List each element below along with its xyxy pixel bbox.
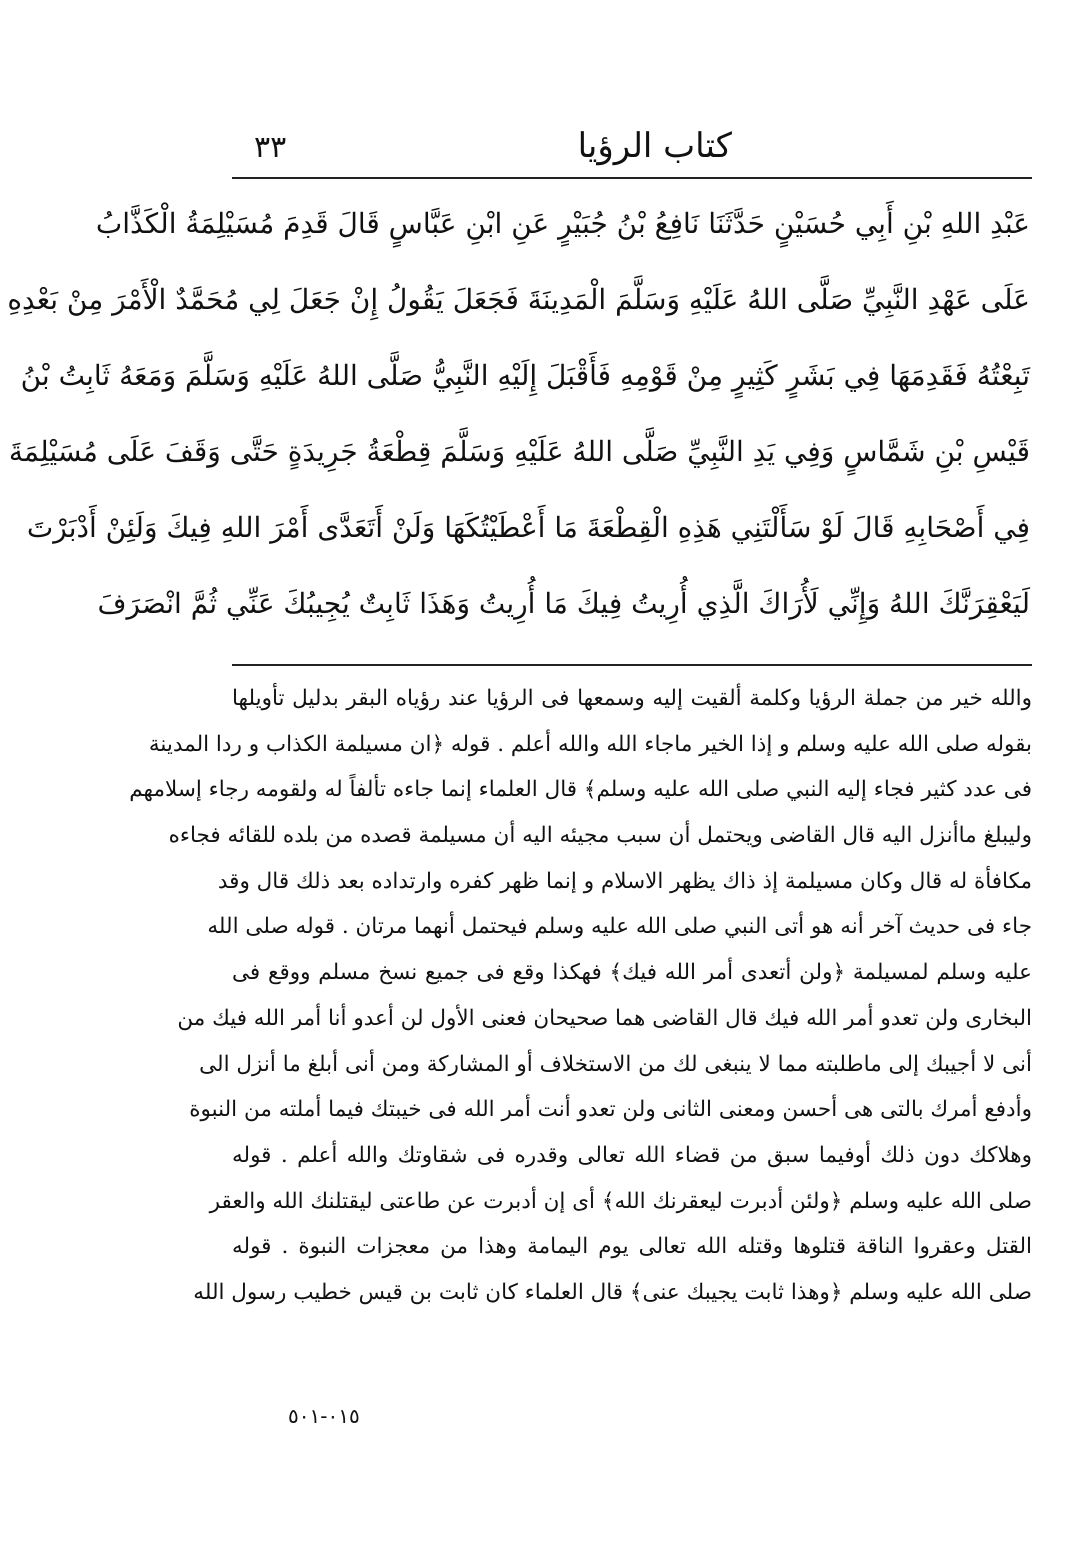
commentary-line: البخارى ولن تعدو أمر الله فيك قال القاضى هما صحيحان فعنى الأول لن أعدو أنا أمر الله فيك من	[177, 1005, 1032, 1031]
hadith-text	[7, 186, 1030, 642]
commentary-line: وأدفع أمرك بالتى هى أحسن ومعنى الثانى ولن تعدو أنت أمر الله فى خيبتك فيما أملته من النبوة	[189, 1097, 1032, 1123]
hadith-line: قَيْسِ بْنِ شَمَّاسٍ وَفِي يَدِ النَّبِيِّ صَلَّى اللهُ عَلَيْهِ وَسَلَّمَ قِطْعَةُ جَرِيدَةٍ حَتَّى وَقَفَ عَلَى مُسَيْلِمَةَ	[8, 435, 1030, 468]
hadith-line: عَلَى عَهْدِ النَّبِيِّ صَلَّى اللهُ عَلَيْهِ وَسَلَّمَ الْمَدِينَةَ فَجَعَلَ يَقُولُ إِنْ جَعَلَ لِي مُحَمَّدٌ الْأَمْرَ مِنْ بَعْدِهِ	[7, 283, 1030, 316]
commentary-line: صلى الله عليه وسلم ﴿ولئن أدبرت ليعقرنك الله﴾ أى إن أدبرت عن طاعتى ليقتلنك الله والعقر	[209, 1188, 1032, 1214]
commentary-line: عليه وسلم لمسيلمة ﴿ولن أتعدى أمر الله فيك﴾ فهكذا وقع فى جميع نسخ مسلم ووقع فى	[232, 960, 1032, 986]
footer-code: ٠١٥-٥٠١	[288, 1404, 360, 1428]
commentary-line: بقوله صلى الله عليه وسلم و إذا الخير ماجاء الله والله أعلم . قوله ﴿ان مسيلمة الكذاب و ردا المدينة	[148, 731, 1032, 757]
header-divider	[232, 177, 1032, 179]
page-title: كتاب الرؤيا	[577, 126, 732, 166]
commentary-text	[129, 676, 1032, 1316]
commentary-line: جاء فى حديث آخر أنه هو أتى النبي صلى الله عليه وسلم فيحتمل أنهما مرتان . قوله صلى الله	[207, 914, 1032, 940]
page-number: ٣٣	[254, 130, 287, 165]
page-header	[232, 118, 1032, 178]
hadith-line: تَبِعْتُهُ فَقَدِمَهَا فِي بَشَرٍ كَثِيرٍ مِنْ قَوْمِهِ فَأَقْبَلَ إِلَيْهِ النَّبِيُّ صَلَّى اللهُ عَلَيْهِ وَسَلَّمَ وَمَعَهُ ثَابِتُ بْنُ	[20, 359, 1030, 392]
commentary-line: أنى لا أجيبك إلى ماطلبته مما لا ينبغى لك من الاستخلاف أو المشاركة ومن أنى أبلغ ما أنزل الى	[199, 1051, 1032, 1077]
commentary-line: القتل وعقروا الناقة قتلوها وقتله الله تعالى يوم اليمامة وهذا من معجزات النبوة . قوله	[232, 1234, 1032, 1260]
section-divider	[232, 664, 1032, 666]
commentary-line: صلى الله عليه وسلم ﴿وهذا ثابت يجيبك عنى﴾ قال العلماء كان ثابت بن قيس خطيب رسول الله	[193, 1279, 1032, 1305]
commentary-line: فى عدد كثير فجاء إليه النبي صلى الله عليه وسلم﴾ قال العلماء إنما جاءه تألفاً له ولقومه رجاء إسلامهم	[129, 777, 1032, 803]
commentary-line: مكافأة له قال وكان مسيلمة إذ ذاك يظهر الاسلام و إنما ظهر كفره وارتداده بعد ذلك قال وقد	[217, 868, 1032, 894]
commentary-line: وهلاكك دون ذلك أوفيما سبق من قضاء الله تعالى وقدره فى شقاوتك والله أعلم . قوله	[232, 1142, 1032, 1168]
hadith-line: فِي أَصْحَابِهِ قَالَ لَوْ سَأَلْتَنِي هَذِهِ الْقِطْعَةَ مَا أَعْطَيْتُكَهَا وَلَنْ أَتَعَدَّى أَمْرَ اللهِ فِيكَ وَلَئِنْ أَدْبَرْتَ	[26, 511, 1030, 544]
commentary-line: والله خير من جملة الرؤيا وكلمة ألقيت إليه وسمعها فى الرؤيا عند رؤياه البقر بدليل تأويلها	[232, 686, 1032, 711]
hadith-line: لَيَعْقِرَنَّكَ اللهُ وَإِنِّي لَأُرَاكَ الَّذِي أُرِيتُ فِيكَ مَا أُرِيتُ وَهَذَا ثَابِتٌ يُجِيبُكَ عَنِّي ثُمَّ انْصَرَفَ	[97, 587, 1030, 620]
hadith-line: عَبْدِ اللهِ بْنِ أَبِي حُسَيْنٍ حَدَّثَنَا نَافِعُ بْنُ جُبَيْرٍ عَنِ ابْنِ عَبَّاسٍ قَالَ قَدِمَ مُسَيْلِمَةُ الْكَذَّابُ	[95, 207, 1030, 240]
commentary-line: وليبلغ ماأنزل اليه قال القاضى ويحتمل أن سبب مجيئه اليه أن مسيلمة قصده من بلده للقائه فجاءه	[168, 823, 1032, 849]
